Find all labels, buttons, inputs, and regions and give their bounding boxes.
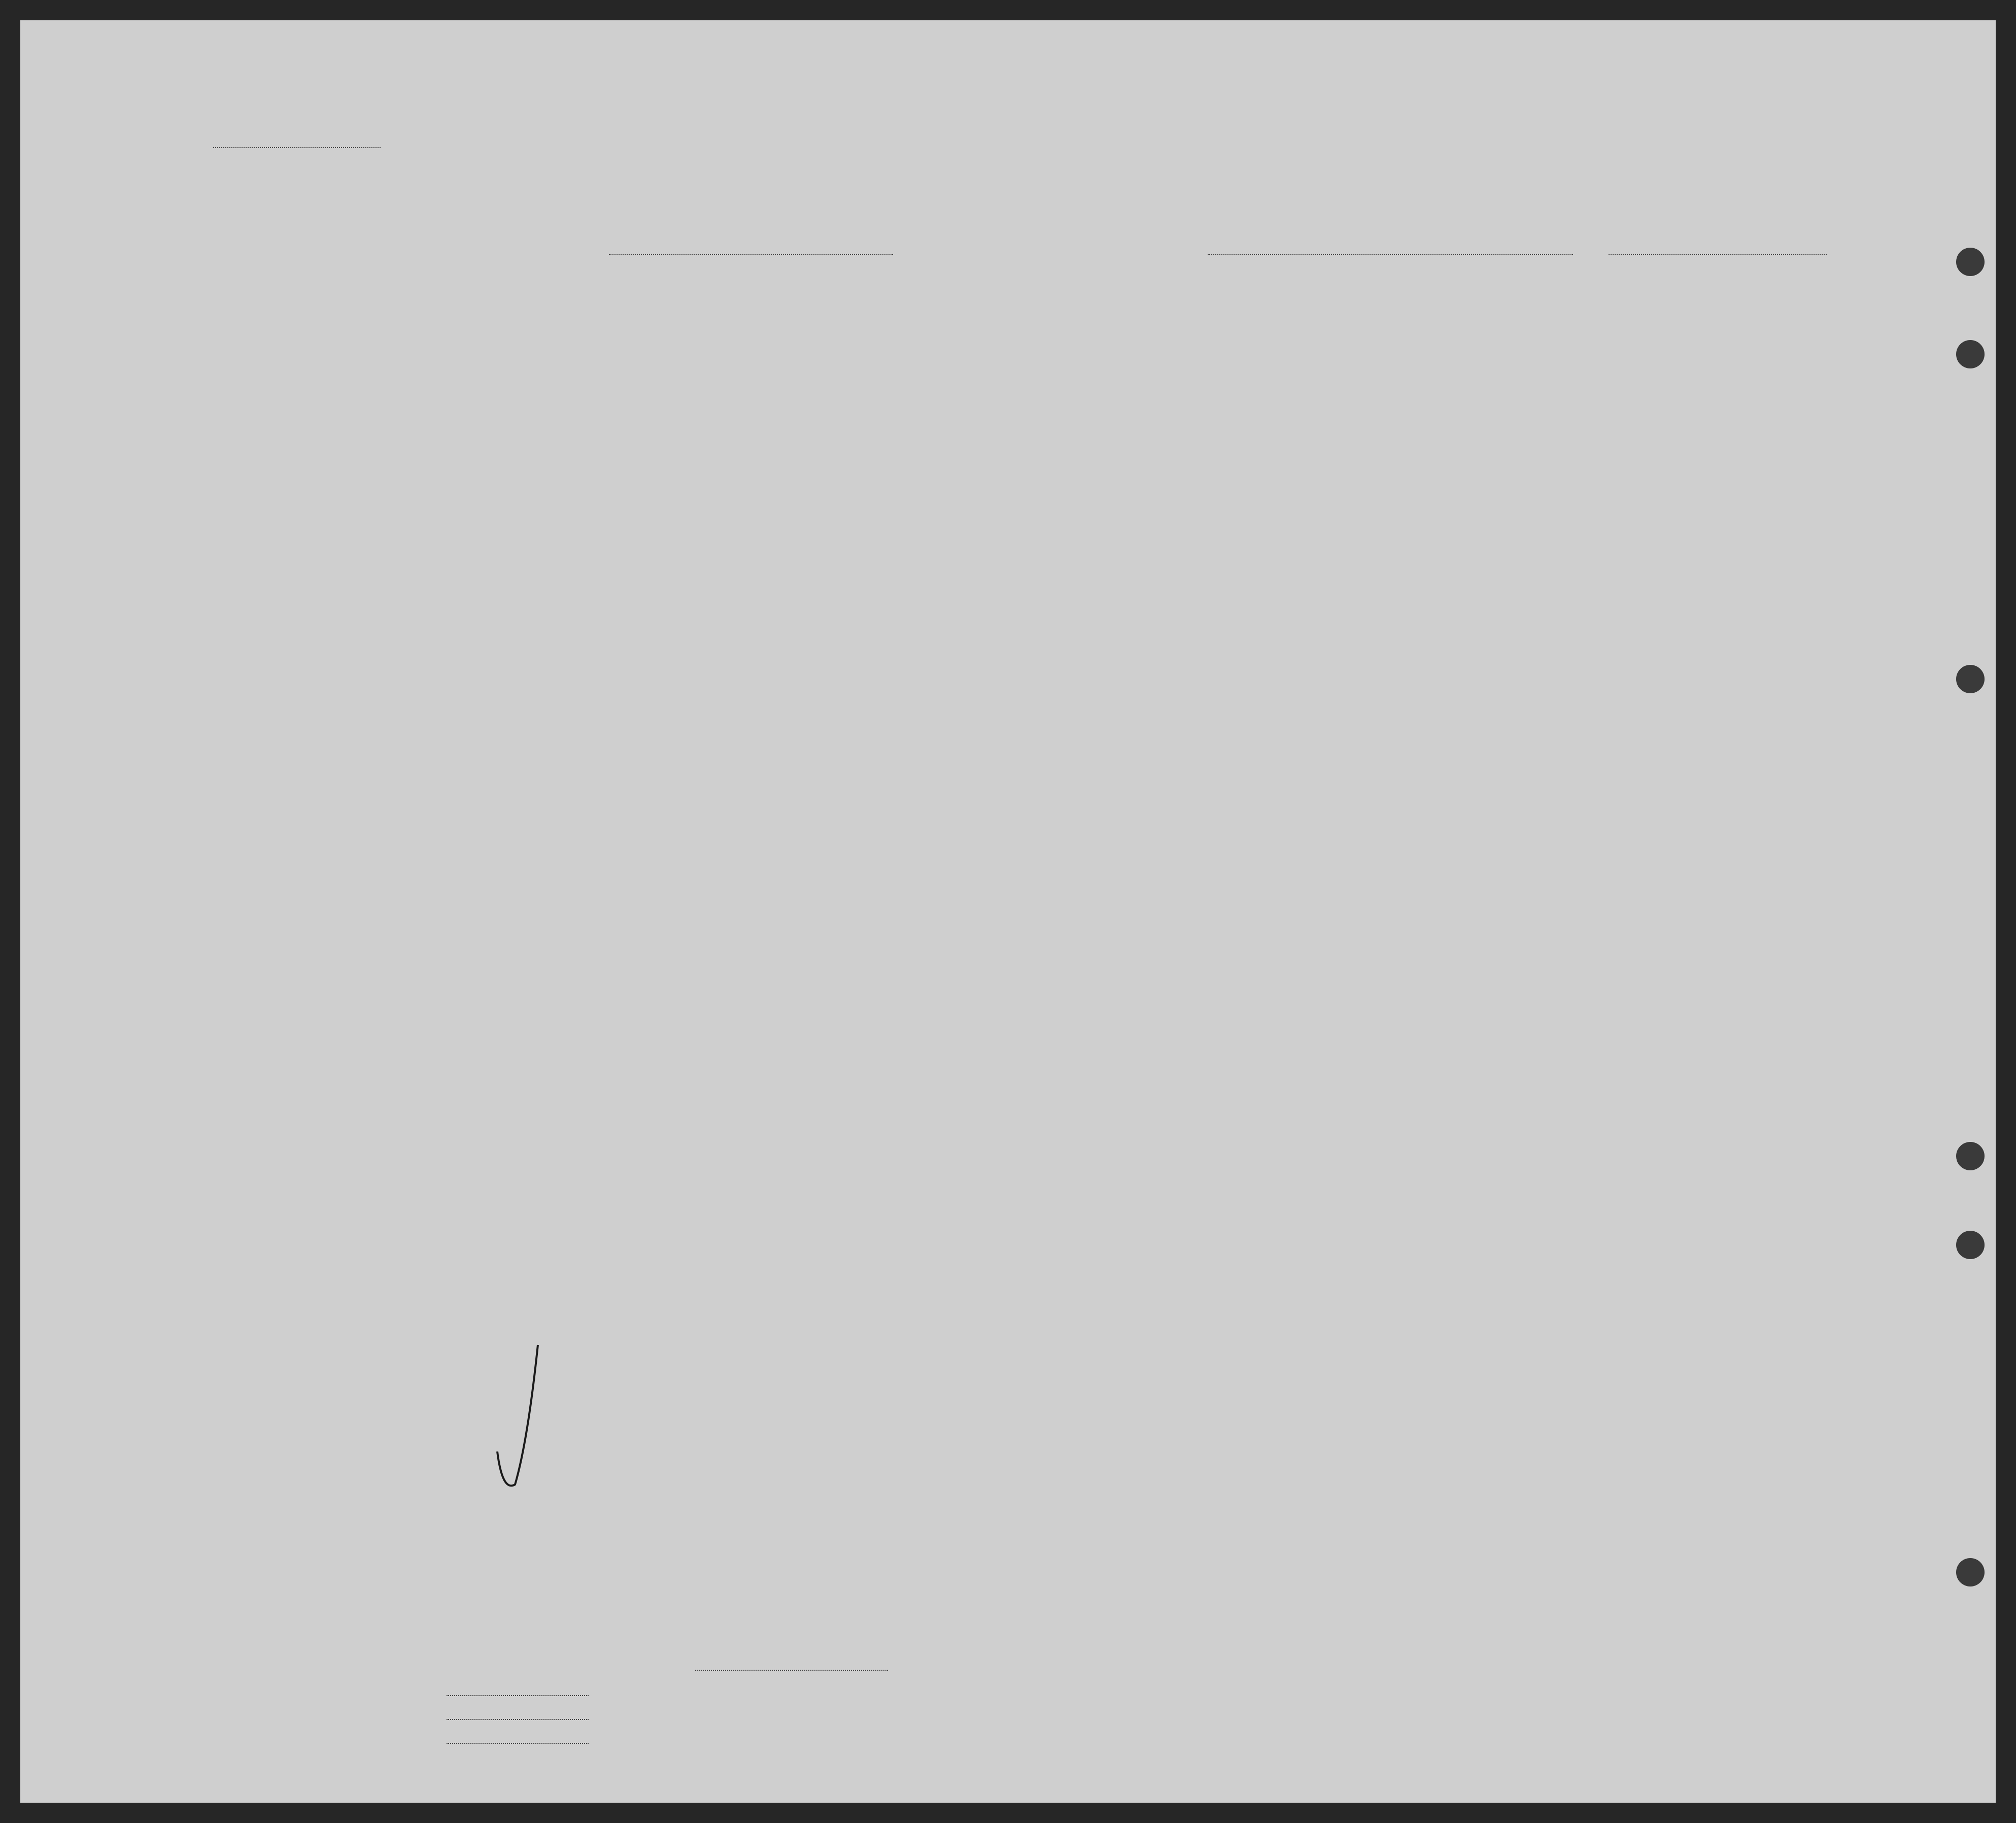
aliens-line <box>447 1743 589 1744</box>
manifest-sheet <box>20 20 1996 1803</box>
binder-hole <box>1956 1231 1985 1259</box>
date-underline <box>1609 254 1827 255</box>
ship-underline <box>609 254 893 255</box>
binder-hole <box>1956 665 1985 693</box>
us-citizens-line <box>447 1719 589 1720</box>
list-underline <box>213 147 381 148</box>
binder-hole <box>1956 1142 1985 1170</box>
binder-hole <box>1956 248 1985 276</box>
total-passengers-line <box>447 1695 589 1696</box>
binder-hole <box>1956 1558 1985 1586</box>
purser-line <box>695 1670 888 1671</box>
binder-hole <box>1956 340 1985 368</box>
check-mark <box>487 1340 548 1502</box>
port-underline <box>1208 254 1573 255</box>
